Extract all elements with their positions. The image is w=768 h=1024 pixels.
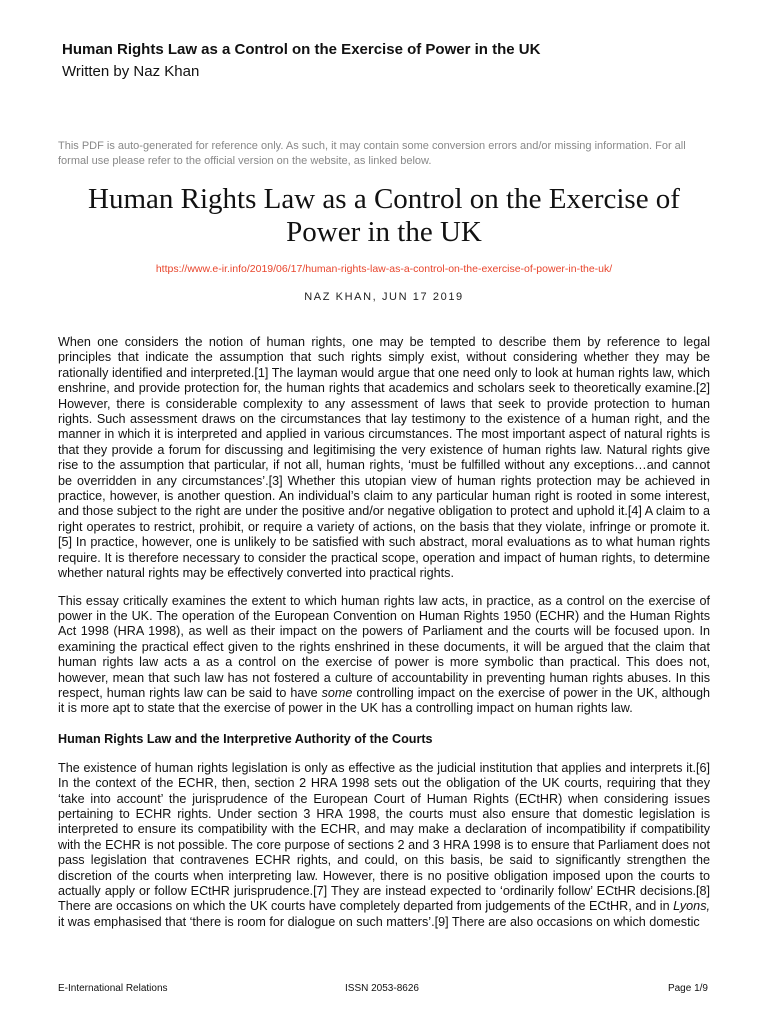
paragraph-2	[58, 594, 710, 717]
paragraph-1: When one considers the notion of human rights, one may be tempted to describe them by reference to legal principles that indicate the assumption that such rights simply exist, without considering whether they may be rationally identified and interpreted.[1] The layman would argue that one need only to look at human rights law, which enshrine, and provide protection for, the human rights that academics and scholars seek to theoretically examine.[2] However, there is considerable complexity to any assessment of laws that seek to provide protection to human rights. Such assessment draws on the circumstances that lay testimony to the existence of a human right, and the manner in which it is interpreted and applied in various circumstances. The most important aspect of natural rights is that they provide a forum for discussing and legitimising the very existence of human rights law. Natural rights give rise to the assumption that particular, if not all, human rights, ‘must be fulfilled without any exceptions…and cannot be overridden in any circumstances’.[3] Whether this utopian view of human rights protection may be achieved in practice, however, is another question. An individual’s claim to any particular human right is rooted in some interest, and those subject to the right are under the positive and/or negative obligation to protect and uphold it.[4] A claim to a right operates to restrict, prohibit, or require a variety of actions, on the basis that they violate, infringe or promote it.[5] In practice, however, one is unlikely to be satisfied with such abstract, moral evaluations as to what human rights require. It is therefore necessary to consider the practical scope, operation and impact of human rights, to determine whether natural rights may be effectively converted into practical rights.	[58, 335, 710, 581]
header-author: Written by Naz Khan	[62, 63, 200, 80]
pdf-disclaimer: This PDF is auto-generated for reference only. As such, it may contain some conversion errors and/or missing information. For all formal use please refer to the official version on the website, as linked below.	[58, 140, 686, 167]
paragraph-2-text-b: controlling impact on the exercise of power in the UK, although it is more apt to state that the exercise of power in the UK has a controlling impact on human rights law.	[58, 685, 711, 716]
paragraph-3-text-b: it was emphasised that ‘there is room for dialogue on such matters’.[9] There are also occasions on which domestic	[58, 914, 700, 929]
article-byline: NAZ KHAN, JUN 17 2019	[304, 291, 464, 303]
footer-publisher: E-International Relations	[58, 983, 168, 994]
paragraph-2-text-a: This essay critically examines the extent to which human rights law acts, in practice, as a control on the exercise of power in the UK. The operation of the European Convention on Human Rights 1950 (ECHR) and the Human Rights Act 1998 (HRA 1998), as well as their impact on the powers of Parliament and the courts will be focused upon. In examining the practical effect given to the rights enshrined in these documents, it will be argued that the claim that human rights law acts a as a control on the exercise of power is more symbolic than practical. This does not, however, mean that such law has not fostered a culture of accountability in preventing human rights abuses. In this respect, human rights law can be said to have	[58, 593, 710, 700]
article-body	[58, 335, 710, 942]
paragraph-3	[58, 761, 710, 930]
paragraph-2-emphasis: some	[321, 685, 353, 700]
header-title: Human Rights Law as a Control on the Exercise of Power in the UK	[62, 41, 541, 58]
article-title: Human Rights Law as a Control on the Exercise of Power in the UK	[88, 183, 680, 248]
document-header	[62, 40, 722, 82]
page-footer	[58, 983, 708, 997]
source-link[interactable]: https://www.e-ir.info/2019/06/17/human-rights-law-as-a-control-on-the-exercise-of-power-in-the-uk/	[155, 263, 613, 275]
section-heading: Human Rights Law and the Interpretive Authority of the Courts	[58, 731, 433, 746]
footer-issn: ISSN 2053-8626	[345, 983, 419, 994]
footer-page-number: Page 1/9	[667, 983, 708, 994]
paragraph-3-text-a: The existence of human rights legislation is only as effective as the judicial institution that applies and interprets it.[6] In the context of the ECHR, then, section 2 HRA 1998 sets out the obligation of the UK courts, requiring that they ‘take into account’ the jurisprudence of the European Court of Human Rights (ECtHR) when considering issues pertaining to ECHR rights. Under section 3 HRA 1998, the courts must also ensure that domestic legislation is interpreted to ensure its compatibility with the ECHR, and may make a declaration of incompatibility if compatibility with the ECHR is not possible. The core purpose of sections 2 and 3 HRA 1998 is to ensure that Parliament does not pass legislation that contravenes ECHR rights, and could, on this basis, be said to significantly strengthen the discretion of the courts when interpreting law. However, there is no positive obligation imposed upon the courts to actually apply or follow ECtHR jurisprudence.[7] They are instead expected to ‘ordinarily follow’ ECtHR decisions.[8] There are occasions on which the UK courts have completely departed from judgements of the ECtHR, and in	[58, 760, 710, 914]
paragraph-3-emphasis: Lyons,	[673, 899, 710, 914]
